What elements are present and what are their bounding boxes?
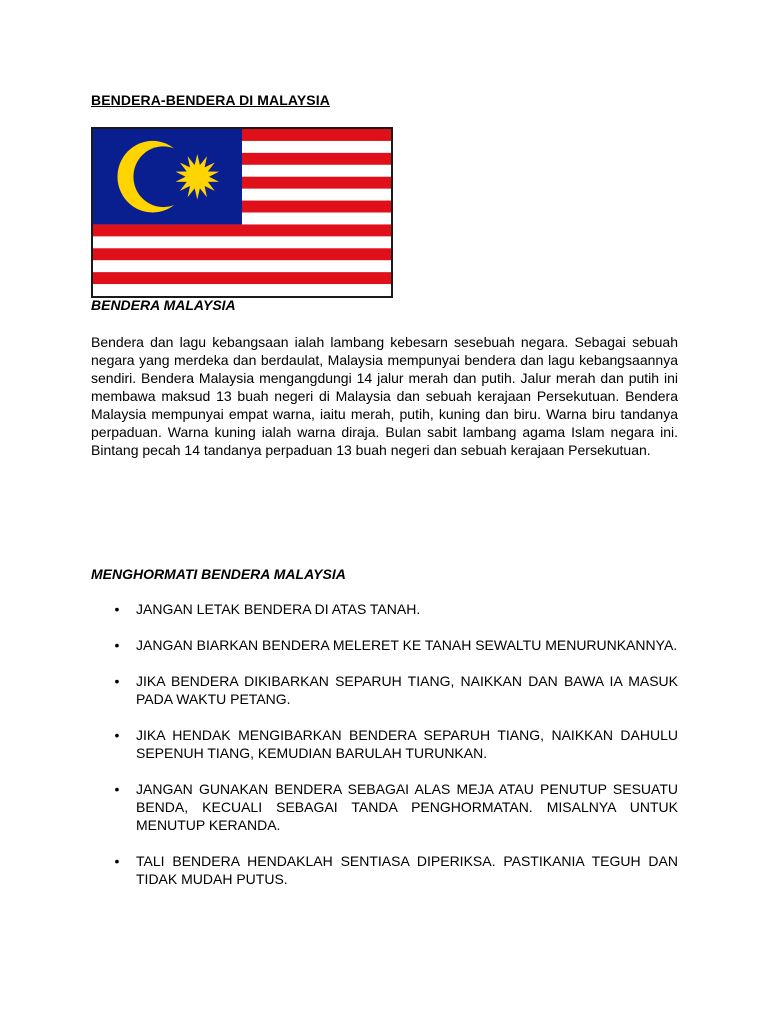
rule-text: JIKA BENDERA DIKIBARKAN SEPARUH TIANG, NAIKKAN DAN BAWA IA MASUK PADA WAKTU PETANG. <box>136 673 678 707</box>
rule-item <box>91 726 678 762</box>
bullet-icon: • <box>114 781 120 797</box>
flag-caption: BENDERA MALAYSIA <box>91 297 236 313</box>
section-heading: MENGHORMATI BENDERA MALAYSIA <box>91 566 346 582</box>
rule-item <box>91 636 678 654</box>
rule-text: TALI BENDERA HENDAKLAH SENTIASA DIPERIKSA. PASTIKANIA TEGUH DAN TIDAK MUDAH PUTUS. <box>136 853 678 887</box>
crescent-cutout <box>133 146 193 207</box>
bullet-icon: • <box>114 601 120 617</box>
rule-text: JANGAN LETAK BENDERA DI ATAS TANAH. <box>136 601 421 617</box>
bullet-icon: • <box>114 637 120 653</box>
flag-stripe <box>93 236 391 248</box>
rules-list <box>91 600 678 906</box>
bullet-icon: • <box>114 727 120 743</box>
rule-item <box>91 852 678 888</box>
flag-stripe <box>93 248 391 260</box>
malaysia-flag-image <box>91 127 393 298</box>
rule-text: JANGAN GUNAKAN BENDERA SEBAGAI ALAS MEJA ATAU PENUTUP SESUATU BENDA, KECUALI SEBAGAI TANDA PENGHORMATAN. MISALNYA UNTUK MENUTUP KERANDA. <box>136 781 678 833</box>
flag-stripe <box>93 272 391 284</box>
page-title: BENDERA-BENDERA DI MALAYSIA <box>91 92 330 108</box>
description-paragraph: Bendera dan lagu kebangsaan ialah lambang kebesarn sesebuah negara. Sebagai sebuah negara yang merdeka dan berdaulat, Malaysia mempunyai bendera dan lagu kebangsaannya sendiri. Bendera Malaysia mengangdungi 14 jalur merah dan putih. Jalur merah dan putih ini membawa maksud 13 buah negeri di Malaysia dan sebuah kerajaan Persekutuan. Bendera Malaysia mempunyai empat warna, iaitu merah, putih, kuning dan biru. Warna biru tandanya perpaduan. Warna kuning ialah warna diraja. Bulan sabit lambang agama Islam negara ini. Bintang pecah 14 tandanya perpaduan 13 buah negeri dan sebuah kerajaan Persekutuan. <box>91 334 678 458</box>
bullet-icon: • <box>114 853 120 869</box>
rule-item <box>91 672 678 708</box>
flag-stripe <box>93 284 391 296</box>
rule-item <box>91 780 678 834</box>
flag-stripe <box>93 224 391 236</box>
rule-item <box>91 600 678 618</box>
flag-stripe <box>93 260 391 272</box>
bullet-icon: • <box>114 673 120 689</box>
rule-text: JANGAN BIARKAN BENDERA MELERET KE TANAH SEWALTU MENURUNKANNYA. <box>136 637 678 653</box>
rule-text: JIKA HENDAK MENGIBARKAN BENDERA SEPARUH TIANG, NAIKKAN DAHULU SEPENUH TIANG, KEMUDIAN BARULAH TURUNKAN. <box>136 727 678 761</box>
